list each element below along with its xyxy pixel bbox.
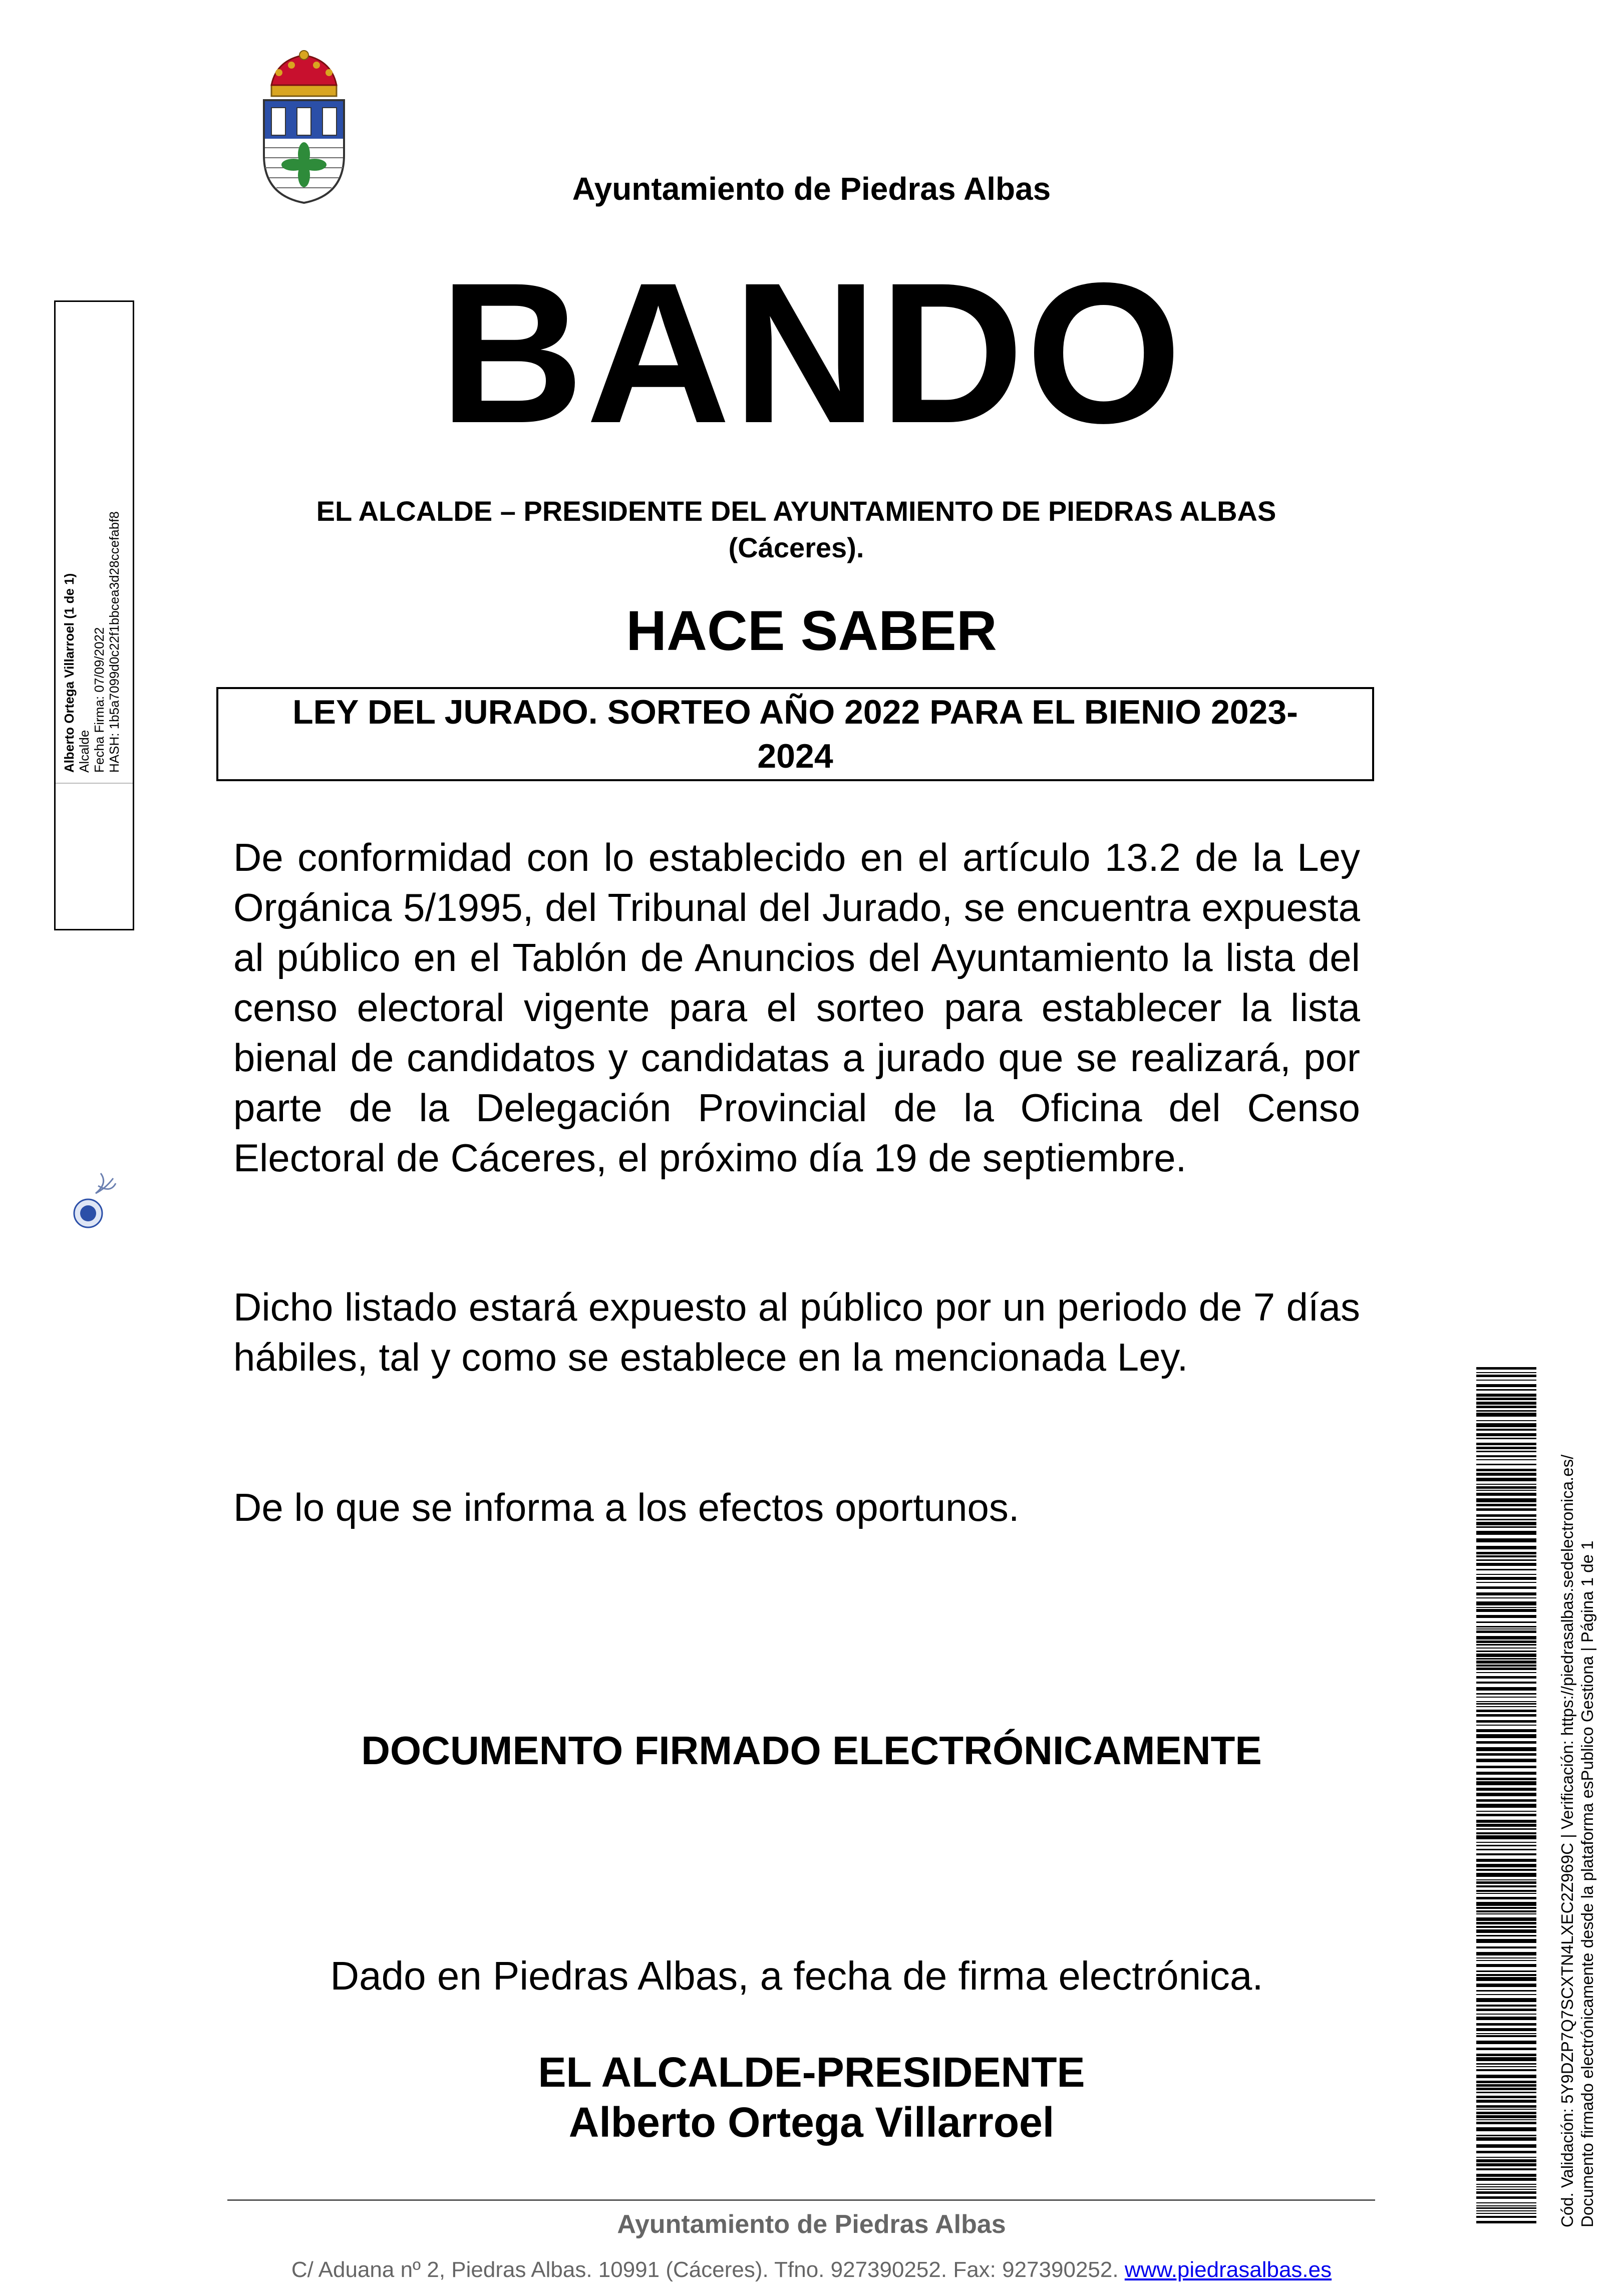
signature-stamp — [54, 300, 134, 930]
footer-organization: Ayuntamiento de Piedras Albas — [617, 2210, 1006, 2239]
stamp-role: Alcalde — [77, 730, 92, 773]
signature-stamp-text — [62, 511, 122, 773]
validation-text — [1557, 1455, 1597, 2227]
validation-platform-line: Documento firmado electrónicamente desde la plataforma esPublico Gestiona | Página 1 de 1 — [1578, 1540, 1596, 2227]
given-at-line: Dado en Piedras Albas, a fecha de firma electrónica. — [330, 1953, 1263, 1998]
subject-text: LEY DEL JURADO. SORTEO AÑO 2022 PARA EL BIENIO 2023-2024 — [292, 693, 1298, 775]
issuing-authority — [260, 493, 1332, 566]
stamp-divider — [56, 783, 133, 784]
authority-line: EL ALCALDE – PRESIDENTE DEL AYUNTAMIENTO DE PIEDRAS ALBAS — [316, 495, 1276, 527]
stamp-date: Fecha Firma: 07/09/2022 — [92, 627, 107, 773]
validation-code-line: Cód. Validación: 5Y9DZP7Q7SCXTN4LXEC2Z969C | Verificación: https://piedrasalbas.sedelectronica.es/ — [1558, 1454, 1576, 2227]
signer-name: Alberto Ortega Villarroel — [568, 2099, 1055, 2146]
footer-address-text: C/ Aduana nº 2, Piedras Albas. 10991 (Cáceres). Tfno. 927390252. Fax: 927390252. — [291, 2257, 1119, 2282]
document-title: BANDO — [439, 241, 1184, 465]
footer-website-link[interactable]: www.piedrasalbas.es — [1124, 2257, 1332, 2282]
organization-header: Ayuntamiento de Piedras Albas — [572, 171, 1051, 207]
footer-divider — [227, 2199, 1375, 2201]
body-paragraph-1: De conformidad con lo establecido en el artículo 13.2 de la Ley Orgánica 5/1995, del Tribunal del Jurado, se encuentra expuesta al público en el Tablón de Anuncios del Ayuntamiento la lista del censo electoral vigente para el sorteo para establecer la lista bienal de candidatos y candidatas a jurado que se realizará, por parte de la Delegación Provincial de la Oficina del Censo Electoral de Cáceres, el próximo día 19 de septiembre. — [233, 835, 1360, 1180]
body-paragraph-3: De lo que se informa a los efectos oportunos. — [233, 1485, 1020, 1529]
stamp-signer: Alberto Ortega Villarroel (1 de 1) — [62, 573, 77, 773]
seal-and-handwritten-signature-icon — [66, 1168, 123, 1228]
subject-box — [216, 687, 1374, 781]
signer-title: EL ALCALDE-PRESIDENTE — [538, 2049, 1085, 2096]
electronic-signature-notice: DOCUMENTO FIRMADO ELECTRÓNICAMENTE — [361, 1728, 1262, 1773]
validation-barcode — [1476, 1367, 1536, 2227]
authority-line-location: (Cáceres). — [728, 531, 864, 563]
announcement-heading: HACE SABER — [626, 599, 997, 662]
body-paragraph-2: Dicho listado estará expuesto al público por un periodo de 7 días hábiles, tal y como se establece en la mencionada Ley. — [233, 1285, 1360, 1379]
footer-address — [0, 2257, 1623, 2282]
stamp-hash: HASH: 1b5a7099d0c22f1bbcea3d28ccefabf8 — [107, 511, 122, 773]
